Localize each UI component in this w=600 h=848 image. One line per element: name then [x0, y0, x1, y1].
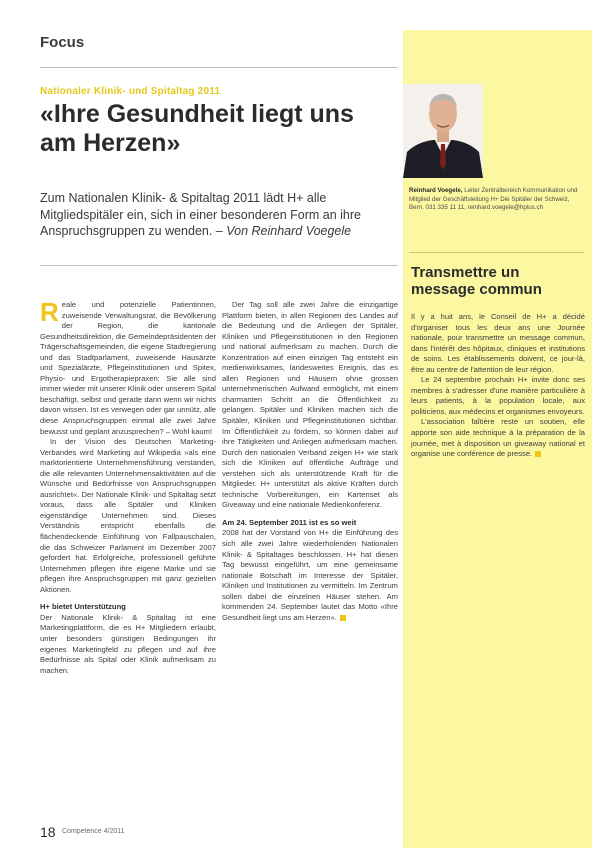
paragraph-text: L'association faîtière reste un soutien, elle apporte son aide technique à la préparation de la journée, met à disposition un giveaway national et organise une conférence de presse.	[411, 417, 585, 459]
author-photo	[403, 84, 483, 178]
paragraph-text: 2008 hat der Vorstand von H+ die Einführung des sich alle zwei Jahre wiederholenden Nationalen Klinik- & Spitaltages beschlossen. H+ hat diesen Tag bewusst eingeführt, um eine gemeinsame nationale Botschaft im Interesse der Spitäler, Kliniken und Institutionen zu vermitteln. Im Zentrum sollen dabei die einzelnen Häuser stehen. Am kommenden 24. September lautet das Motto «Ihre Gesundheit liegt uns am Herzen».	[222, 528, 398, 622]
drop-cap: R	[40, 297, 59, 327]
subheading-support: H+ bietet Unterstützung	[40, 602, 126, 612]
author-caption	[409, 187, 584, 213]
paragraph: Il y a huit ans, le Conseil de H+ a décidé d'organiser tous les deux ans une Journée nationale, pour transmettre un message commun, dans l'intérêt des hôpitaux, cliniques et institutions de soins. Les établissements doivent, ce jour-là, être au centre de l'attention de leur région.	[411, 312, 585, 374]
article-title: «Ihre Gesundheit liegt uns am Herzen»	[40, 100, 354, 157]
paragraph: In der Vision des Deutschen Marketing-Verbandes wird Marketing auf Wikipedia »als eine marktorientierte Unternehmensführung verstanden, die alle relevanten Unternehmensaktivitäten auf die Wünsche und Bedürfnisse von Anspruchsgruppen ausrichtet«. Der Nationale Klinik- und Spitaltag setzt voraus, dass alle Spitäler und Kliniken eigenständige Unternehmen sind. Dieses Verständnis entspricht ebenfalls die flächendeckende Einführung von Fallpauschalen, die das Schweizer Parlament im Dezember 2007 gefordert hat. Erfolgreiche, professionell geführte Unternehmen pflegen ihre eigene Marke und sie pflegen ihre Anspruchsgruppen mit ganz gezielten Aktionen.	[40, 437, 216, 594]
sidebar-title: Transmettre un message commun	[411, 264, 542, 298]
lead-author: Von Reinhard Voegele	[226, 224, 352, 238]
article-lead	[40, 190, 390, 240]
paragraph: Le 24 septembre prochain H+ invite donc ses membres à s'adresser d'une manière particulière à leurs patients, à la population locale, aux politiciens, aux médecins et organismes envoyeurs.	[411, 375, 585, 416]
lead-divider	[40, 265, 398, 266]
article-column-1	[40, 297, 216, 676]
section-label: Focus	[40, 34, 85, 51]
paragraph	[411, 417, 585, 459]
sidebar-body	[411, 312, 585, 460]
paragraph-text: eale und potenzielle Patientinnen, zuweisende Verwaltungsrat, die Bevölkerung der Region, die kantonale Gesundheitsdirektion, die Gemeindepräsidenten der Trägerschaftsgemeinden, die eigene Stadtregierung und das Stadtparlament, zuweisende Hausärzte und Spezialärzte, Pflegeinstitutionen und Spitex, Physio- und Ergotherapiepraxen: Sie alle sind immer wieder mit unserer Klinik oder unserem Spital beschäftigt, selbst und gerade dann wenn wir nichts davon wissen. Ist es verwegen oder gar unnütz, alle diese Anspruchsgruppen einmal alle zwei Jahre bewusst und geplant anzusprechen? – Wohl kaum!	[40, 300, 216, 436]
paragraph	[222, 528, 398, 623]
portrait-image	[403, 84, 483, 178]
header-divider	[40, 67, 398, 68]
subheading-date: Am 24. September 2011 ist es so weit	[222, 517, 357, 527]
paragraph: Der Nationale Klinik- & Spitaltag ist eine Marketingplattform, die es H+ Mitgliedern erlaubt, unter besonders günstigen Bedingungen ihr eigenes Marketingfeld zu pflegen und auf ihre Bedürfnisse als Spital oder Klinik aufmerksam zu machen.	[40, 612, 216, 675]
end-mark-icon	[340, 615, 346, 621]
caption-text: Leiter Zentralbereich Kommunikation und Mitglied der Geschäftsleitung H+ Die Spitäler der Schweiz, Bern. 031 335 11 11, reinhard.voegele@hplus.ch	[409, 187, 578, 212]
article-overline: Nationaler Klinik- und Spitaltag 2011	[40, 86, 221, 97]
end-mark-icon	[535, 451, 541, 457]
caption-name: Reinhard Voegele,	[409, 187, 463, 194]
publication-source: Competence 4/2011	[62, 828, 125, 835]
article-column-2	[222, 300, 398, 623]
caption-divider	[409, 252, 584, 253]
page-number: 18	[40, 824, 56, 840]
paragraph: Der Tag soll alle zwei Jahre die einzigartige Plattform bieten, in allen Regionen des Landes auf die Bedeutung und die Anliegen der Spitäler, Kliniken und Pflegeinstitutionen in den Regionen und national aufmerksam zu machen. Durch die Konzentration auf einen einzigen Tag entsteht ein medienwirksames, landesweites Ereignis, das es allen Regionen und Häusern ohne grossen unternehmerischen Aufwand ermöglicht, mit einem charmanten Schritt an die Öffentlichkeit zu gelangen. Spitäler und Kliniken machen sich die Spitäler, Kliniken und Pflegeinstitutionen sichtbar. Im Öffentlichkeit zu fördern, so können dabei auf ihre Tätigkeiten und Anliegen aufmerksam machen. Durch den nationalen Verband zeigen H+ wie stark sich die Kliniken auf öffentliche Aufträge und verstehen sich als unterstützende Kraft für die Mitglieder. H+ unterstützt als aktive Kräften durch technische Vorbereitungen, ein Kartenset als Giveaway und eine nationale Medienkonferenz.	[222, 300, 398, 510]
paragraph	[40, 297, 216, 437]
lead-text: Zum Nationalen Klinik- & Spitaltag 2011 lädt H+ alle Mitgliedspitäler ein, sich in einer besonderen Form an ihre Anspruchsgruppen zu wenden. –	[40, 191, 361, 238]
